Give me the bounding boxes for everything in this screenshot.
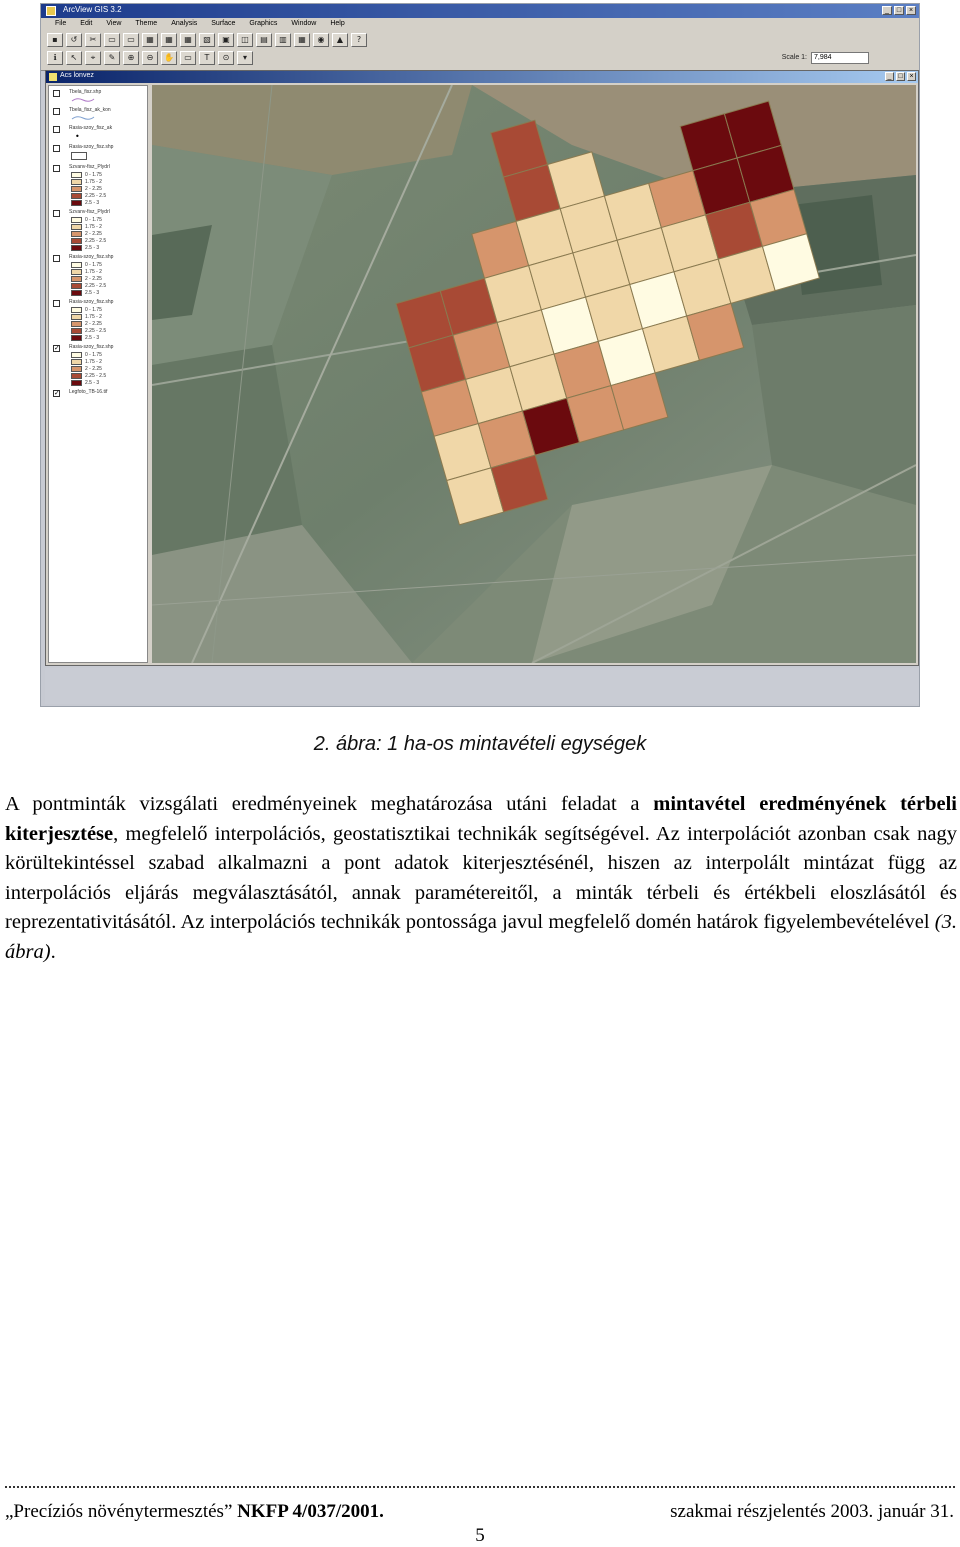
legend-swatch [71, 359, 82, 365]
legend-swatch [71, 321, 82, 327]
toc-layer[interactable] [49, 253, 147, 296]
legend-swatch [71, 186, 82, 192]
legend-swatch [71, 231, 82, 237]
minimize-icon[interactable]: _ [882, 6, 892, 15]
legend-class [71, 379, 147, 386]
toolbar-button-icon[interactable]: ▪ [47, 33, 63, 47]
view-titlebar [46, 71, 918, 83]
legend-class-label: 1.75 - 2 [85, 313, 102, 320]
legend-class-label: 0 - 1.75 [85, 306, 102, 313]
layer-visibility-checkbox[interactable] [53, 126, 60, 133]
toolbar-button-icon[interactable]: ▭ [104, 33, 120, 47]
view-window [45, 70, 919, 666]
legend-swatch [71, 314, 82, 320]
toolbar-button-icon[interactable]: ↺ [66, 33, 82, 47]
legend-class [71, 268, 147, 275]
layer-visibility-checkbox[interactable] [53, 210, 60, 217]
layer-visibility-checkbox[interactable] [53, 108, 60, 115]
tool-button-icon[interactable]: ↖ [66, 51, 82, 65]
legend-swatch [71, 200, 82, 206]
legend-class-label: 1.75 - 2 [85, 358, 102, 365]
point-symbol-icon: • [75, 132, 80, 141]
toolbar-button-icon[interactable]: ▦ [294, 33, 310, 47]
tool-button-icon[interactable]: ℹ [47, 51, 63, 65]
menu-help[interactable]: Help [330, 20, 345, 27]
scale-label: Scale 1: [781, 54, 807, 61]
legend-swatch [71, 245, 82, 251]
para-text-3: . [50, 940, 56, 963]
legend-class-label: 2 - 2.25 [85, 230, 102, 237]
layer-name: Rasia-szoy_fisz.shp [69, 344, 114, 350]
legend-class [71, 275, 147, 282]
toolbar-button-icon[interactable]: ▤ [256, 33, 272, 47]
legend-swatch [71, 217, 82, 223]
legend-swatch [71, 172, 82, 178]
body-paragraph [5, 790, 957, 967]
layer-name: Rasia-szoy_fisz.shp [69, 254, 114, 260]
toc-layer[interactable] [49, 208, 147, 251]
legend-class [71, 199, 147, 206]
maximize-icon[interactable]: □ [894, 6, 904, 15]
app-titlebar [41, 4, 919, 18]
legend-class [71, 230, 147, 237]
view-window-controls [885, 72, 916, 81]
arcview-screenshot [40, 3, 920, 707]
legend-class-label: 2.25 - 2.5 [85, 372, 107, 379]
layer-name: Rasia-szoy_fisz.shp [69, 299, 114, 305]
footer-project-code: NKFP 4/037/2001. [237, 1501, 384, 1522]
legend-swatch [71, 276, 82, 282]
menu-view[interactable]: View [106, 20, 122, 27]
para-text-1: A pontminták vizsgálati eredményeinek meghatározása utáni feladat a [5, 793, 654, 815]
tool-button-icon[interactable]: T [199, 51, 215, 65]
layer-name: Tbela_fisz.shp [69, 89, 102, 95]
tool-button-icon[interactable]: ⊙ [218, 51, 234, 65]
legend-swatch [71, 373, 82, 379]
legend-swatch [71, 179, 82, 185]
legend-class [71, 327, 147, 334]
legend-class-label: 2.25 - 2.5 [85, 192, 107, 199]
tool-button-icon[interactable]: ✎ [104, 51, 120, 65]
legend-class [71, 320, 147, 327]
toolbar-button-icon[interactable]: ▣ [218, 33, 234, 47]
aerial-map [152, 85, 916, 663]
legend-class-label: 2.25 - 2.5 [85, 237, 107, 244]
layer-visibility-checkbox[interactable] [53, 300, 60, 307]
toc-layer[interactable] [49, 143, 147, 160]
view-close-icon[interactable]: × [907, 72, 916, 81]
legend-swatch [71, 224, 82, 230]
layer-name: Szvanv-fisz_Plydrl [69, 209, 110, 215]
view-icon [49, 73, 57, 81]
tool-button-icon[interactable]: ⊖ [142, 51, 158, 65]
legend-class-label: 0 - 1.75 [85, 261, 102, 268]
layer-visibility-checkbox[interactable] [53, 145, 60, 152]
layer-name: Tbela_fisz_ak_kon [69, 107, 111, 113]
figure-caption: 2. ábra: 1 ha-os mintavételi egységek [313, 733, 647, 755]
para-text-2: , megfelelő interpolációs, geostatisztikai technikák segítségével. Az interpolációt azonban csak nagy körültekintéssel szabad alkalmazni a pont adatok kiterjesztésénél, hiszen az interpolált mintázat függ az interpolációs eljárás megválasztásától, annak paramétereitől, a minták térbeli és értékbeli eloszlásától és reprezentativitásától. Az interpolációs technikák pontossága javul megfelelő domén határok figyelembevételével [5, 822, 957, 933]
toolbar-button-icon[interactable]: ▧ [199, 33, 215, 47]
layer-name: Rasia-szoy_fisz_ak [69, 125, 113, 131]
tool-button-icon[interactable]: ⊕ [123, 51, 139, 65]
menu-theme[interactable]: Theme [135, 20, 158, 27]
legend-class-label: 0 - 1.75 [85, 351, 102, 358]
layer-visibility-checkbox[interactable] [53, 90, 60, 97]
tool-bar [47, 51, 253, 65]
figure-reference: (3. ábra) [5, 911, 957, 963]
legend-class [71, 313, 147, 320]
legend-class [71, 306, 147, 313]
legend-swatch [71, 335, 82, 341]
view-maximize-icon[interactable]: □ [896, 72, 905, 81]
line-symbol-icon [71, 97, 95, 103]
legend-class-label: 1.75 - 2 [85, 223, 102, 230]
legend-class [71, 237, 147, 244]
menu-file[interactable]: File [55, 20, 67, 27]
legend-class-label: 2.5 - 3 [85, 199, 100, 206]
button-bar [47, 33, 367, 47]
toolbar-button-icon[interactable]: ▦ [142, 33, 158, 47]
toolbar-button-icon[interactable]: ◫ [237, 33, 253, 47]
legend-class-label: 2.25 - 2.5 [85, 327, 107, 334]
legend-class-label: 2.25 - 2.5 [85, 282, 107, 289]
legend-class [71, 185, 147, 192]
legend-class-label: 1.75 - 2 [85, 178, 102, 185]
footer-project-name: „Precíziós növénytermesztés” [5, 1501, 238, 1522]
legend-class [71, 178, 147, 185]
map-display[interactable] [152, 85, 916, 663]
layer-name: Legfoto_TB-16.tif [69, 389, 108, 395]
legend-swatch [71, 380, 82, 386]
legend-class-label: 2.5 - 3 [85, 289, 100, 296]
legend-class-label: 0 - 1.75 [85, 216, 102, 223]
legend-class [71, 365, 147, 372]
app-title: ArcView GIS 3.2 [63, 5, 122, 14]
toc-layer[interactable] [49, 388, 147, 396]
status-bar [45, 668, 919, 704]
layer-visibility-checkbox[interactable] [53, 165, 60, 172]
legend-swatch [71, 193, 82, 199]
legend-class-label: 2.5 - 3 [85, 244, 100, 251]
legend-class [71, 358, 147, 365]
footer-report-date: szakmai részjelentés 2003. január 31. [670, 1501, 954, 1522]
legend-class-label: 2.5 - 3 [85, 334, 100, 341]
legend-class [71, 223, 147, 230]
legend-class [71, 351, 147, 358]
scale-input[interactable]: 7,984 [811, 52, 869, 64]
toolbar-button-icon[interactable]: ▥ [275, 33, 291, 47]
menu-analysis[interactable]: Analysis [171, 20, 198, 27]
menu-graphics[interactable]: Graphics [249, 20, 278, 27]
menu-edit[interactable]: Edit [80, 20, 93, 27]
legend-class-label: 2 - 2.25 [85, 365, 102, 372]
close-icon[interactable]: × [906, 6, 916, 15]
layer-visibility-checkbox[interactable]: ✓ [54, 389, 60, 397]
legend-class-label: 0 - 1.75 [85, 171, 102, 178]
legend-swatch [71, 328, 82, 334]
toolbar-button-icon[interactable]: ? [351, 33, 367, 47]
legend-swatch [71, 269, 82, 275]
legend-swatch [71, 366, 82, 372]
legend-class-label: 2 - 2.25 [85, 320, 102, 327]
arcview-app-icon [46, 6, 56, 16]
legend-swatch [71, 307, 82, 313]
footer-divider [5, 1486, 955, 1488]
menu-window[interactable]: Window [291, 20, 317, 27]
toc-layer[interactable] [49, 88, 147, 103]
tool-button-icon[interactable]: ▭ [180, 51, 196, 65]
tool-button-icon[interactable]: ✋ [161, 51, 177, 65]
toc-layer[interactable] [49, 298, 147, 341]
layer-name: Rasia-szoy_fisz.shp [69, 144, 114, 150]
legend-class-label: 2 - 2.25 [85, 275, 102, 282]
table-of-contents [48, 85, 148, 663]
footer-project [5, 1501, 384, 1523]
layer-visibility-checkbox[interactable] [53, 255, 60, 262]
legend-class [71, 334, 147, 341]
legend-class [71, 372, 147, 379]
toc-layer[interactable] [49, 106, 147, 121]
menu-surface[interactable]: Surface [211, 20, 236, 27]
polygon-symbol-icon [71, 152, 87, 160]
layer-visibility-checkbox[interactable]: ✓ [54, 344, 60, 352]
legend-class-label: 2.5 - 3 [85, 379, 100, 386]
layer-name: Szvanv-fisz_Plydrl [69, 164, 110, 170]
window-controls [882, 6, 916, 15]
legend-class [71, 261, 147, 268]
tool-button-icon[interactable]: ⌖ [85, 51, 101, 65]
legend-class [71, 282, 147, 289]
line-symbol-icon [71, 115, 95, 121]
legend-class [71, 192, 147, 199]
para-bold-term: mintavétel eredményének térbeli kiterjesztése [5, 793, 958, 845]
view-minimize-icon[interactable]: _ [885, 72, 894, 81]
legend-swatch [71, 290, 82, 296]
legend-class [71, 216, 147, 223]
menu-bar [41, 18, 919, 30]
legend-class [71, 171, 147, 178]
toc-layer[interactable] [49, 124, 147, 141]
toolbar [41, 30, 919, 71]
view-title: Acs lonvez [60, 72, 94, 79]
legend-swatch [71, 283, 82, 289]
toc-layer[interactable] [49, 163, 147, 206]
page-number: 5 [475, 1525, 485, 1546]
legend-swatch [71, 238, 82, 244]
legend-class [71, 289, 147, 296]
toolbar-button-icon[interactable]: ▲ [332, 33, 348, 47]
toolbar-button-icon[interactable]: ◉ [313, 33, 329, 47]
legend-swatch [71, 262, 82, 268]
toolbar-button-icon[interactable]: ▭ [123, 33, 139, 47]
legend-class [71, 244, 147, 251]
tool-button-icon[interactable]: ▾ [237, 51, 253, 65]
toolbar-button-icon[interactable]: ▦ [180, 33, 196, 47]
toc-layer[interactable] [49, 343, 147, 386]
legend-class-label: 1.75 - 2 [85, 268, 102, 275]
legend-swatch [71, 352, 82, 358]
legend-class-label: 2 - 2.25 [85, 185, 102, 192]
toolbar-button-icon[interactable]: ▦ [161, 33, 177, 47]
toolbar-button-icon[interactable]: ✂ [85, 33, 101, 47]
